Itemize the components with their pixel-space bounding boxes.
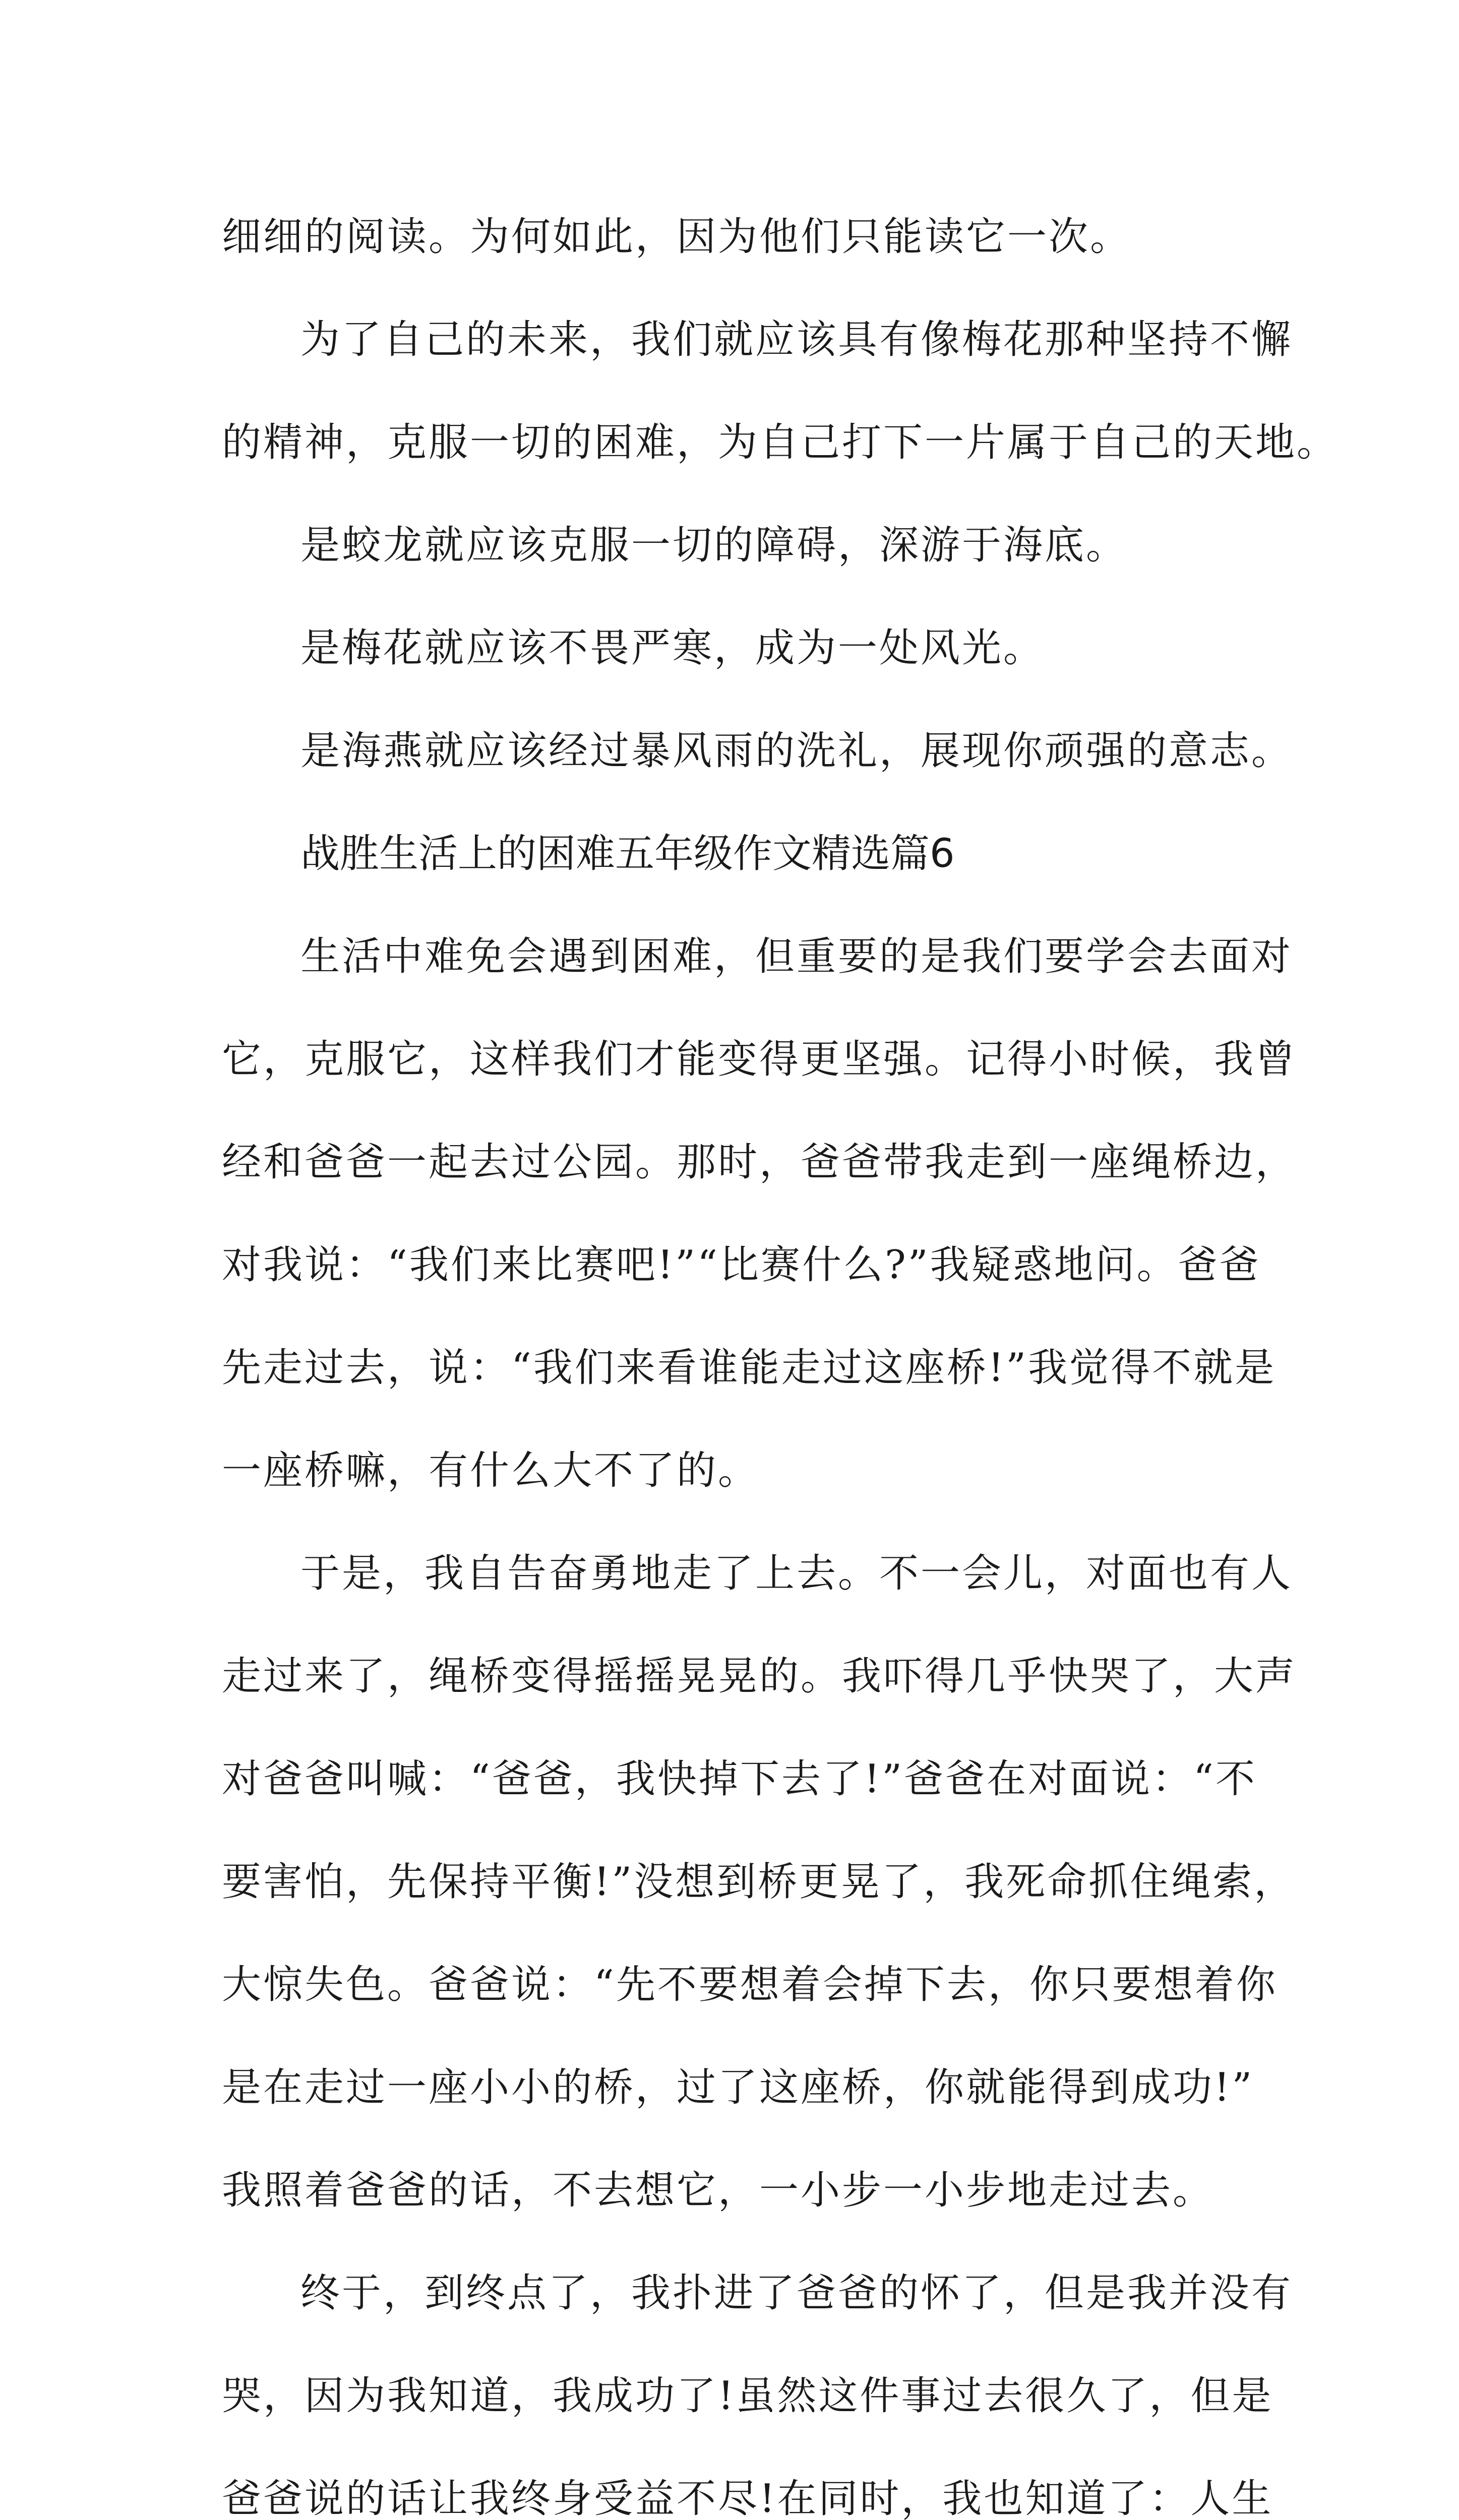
text-line: 我照着爸爸的话，不去想它，一小步一小步地走过去。 [222, 2168, 1214, 2213]
body-text [222, 185, 1339, 2520]
text-line: 细细的阅读。为何如此，因为他们只能读它一次。 [222, 214, 1132, 260]
text-line: 的精神，克服一切的困难，为自己打下一片属于自己的天地。 [222, 420, 1339, 465]
text-line: 要害怕，先保持平衡!”没想到桥更晃了，我死命抓住绳索， [222, 1859, 1296, 1905]
text-line: 哭，因为我知道，我成功了!虽然这件事过去很久了，但是 [222, 2373, 1273, 2419]
paragraph-start-line: 是梅花就应该不畏严寒，成为一处风光。 [300, 625, 1045, 671]
paragraph-start-line: 是海燕就应该经过暴风雨的洗礼，展现你顽强的意志。 [300, 728, 1293, 774]
text-line: 对爸爸叫喊：“爸爸，我快掉下去了!”爸爸在对面说：“不 [222, 1756, 1257, 1802]
text-line: 是在走过一座小小的桥，过了这座桥，你就能得到成功!” [222, 2065, 1254, 2110]
text-line: 大惊失色。爸爸说：“先不要想着会掉下去，你只要想着你 [222, 1962, 1278, 2007]
paragraph-start-line: 于是，我自告奋勇地走了上去。不一会儿，对面也有人 [300, 1551, 1293, 1596]
text-line: 先走过去，说：“我们来看谁能走过这座桥!”我觉得不就是 [222, 1345, 1276, 1391]
text-line: 一座桥嘛，有什么大不了的。 [222, 1448, 760, 1493]
paragraph-start-line: 生活中难免会遇到困难，但重要的是我们要学会去面对 [300, 934, 1293, 979]
text-line: 走过来了，绳桥变得摇摇晃晃的。我吓得几乎快哭了，大声 [222, 1654, 1297, 1699]
text-line: 它，克服它，这样我们才能变得更坚强。记得小时候，我曾 [222, 1037, 1297, 1082]
paragraph-start-line: 是蛟龙就应该克服一切的障碍，深游于海底。 [300, 523, 1128, 568]
text-line: 经和爸爸一起去过公园。那时，爸爸带我走到一座绳桥边， [222, 1140, 1297, 1185]
text-line: 对我说：“我们来比赛吧!”“比赛什么?”我疑惑地问。爸爸 [222, 1242, 1261, 1288]
text-line: 爸爸说的话让我终身受益不尽!在同时，我也知道了：人生 [222, 2476, 1273, 2520]
paragraph-start-line: 终于，到终点了，我扑进了爸爸的怀了，但是我并没有 [300, 2271, 1293, 2316]
paragraph-start-line: 为了自己的未来，我们就应该具有像梅花那种坚持不懈 [300, 317, 1293, 362]
section-title: 战胜生活上的困难五年级作文精选篇6 [300, 831, 955, 876]
